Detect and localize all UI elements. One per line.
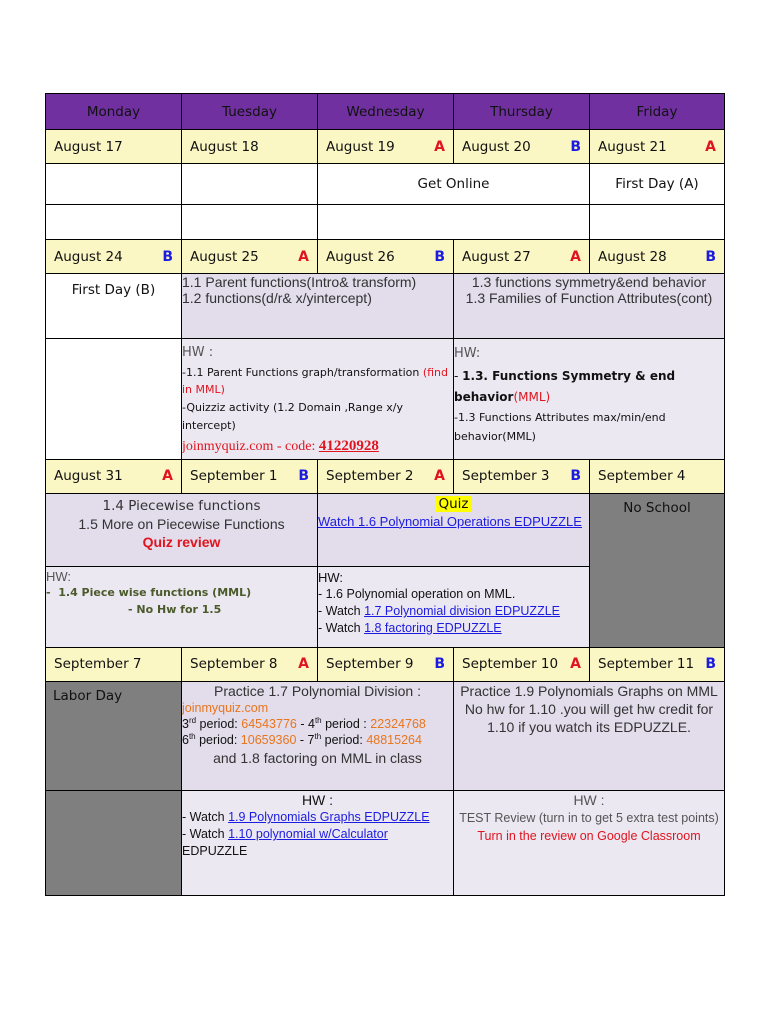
date-cell [46, 459, 182, 493]
homework-line [182, 826, 453, 843]
homework-text: 1.3. Functions Symmetry & end behavior [454, 368, 676, 404]
homework-line [46, 586, 317, 599]
date-cell [318, 240, 454, 274]
date-label: September 4 [598, 468, 686, 485]
homework-cell [318, 566, 590, 647]
quiz-code-line [182, 732, 453, 748]
date-cell [590, 240, 725, 274]
empty-cell [46, 790, 182, 895]
period-label: period: [321, 733, 367, 748]
quiz-code: 48815264 [366, 733, 422, 748]
get-online-cell [318, 164, 590, 205]
homework-text: -1.1 Parent Functions graph/transformation [182, 365, 423, 379]
ab-day-badge: A [162, 468, 173, 485]
quiz-code: 10659360 [240, 733, 297, 748]
lesson-line: No hw for 1.10 .you will get hw credit for 1.10 if you watch its EDPUZZLE. [464, 700, 714, 735]
ab-day-badge: A [705, 138, 716, 155]
no-school-text: No School [623, 499, 691, 516]
edpuzzle-link[interactable]: 1.8 factoring EDPUZZLE [364, 620, 502, 635]
ab-day-badge: A [434, 138, 445, 155]
homework-cell [182, 339, 454, 460]
date-cell [590, 130, 725, 164]
date-label: September 1 [190, 468, 278, 485]
lesson-line: 1.1 Parent functions(Intro& transform) [182, 274, 417, 290]
homework-title: HW : [301, 791, 334, 808]
edpuzzle-link[interactable]: 1.10 polynomial w/Calculator [228, 827, 388, 842]
date-cell [454, 130, 590, 164]
homework-text: 1.4 Piece wise functions (MML) [58, 585, 252, 599]
date-label: August 19 [326, 138, 395, 155]
homework-line [318, 603, 589, 620]
day-header-tuesday: Tuesday [182, 94, 318, 130]
ab-day-badge: A [298, 656, 309, 673]
get-online-text: Get Online [417, 176, 490, 192]
date-cell [46, 130, 182, 164]
week2-date-row [46, 240, 725, 274]
homework-title: HW : [573, 791, 605, 808]
date-label: September 3 [462, 468, 550, 485]
homework-line [182, 364, 453, 399]
homework-line: TEST Review (turn in to get 5 extra test points) [459, 811, 719, 826]
homework-text: - Watch [182, 810, 229, 825]
homework-line: -1.3 Functions Attributes max/min/end behavior(MML) [454, 410, 666, 443]
date-cell [182, 647, 318, 681]
quiz-code-line [182, 434, 453, 458]
edpuzzle-link[interactable]: 1.7 Polynomial division EDPUZZLE [364, 603, 560, 618]
quiz-code: 22324768 [370, 717, 426, 732]
lesson-cell [454, 274, 725, 339]
period-suffix: rd [188, 716, 197, 725]
lesson-line: 1.4 Piecewise functions [102, 497, 261, 514]
ab-day-badge: B [434, 656, 445, 673]
date-cell [182, 240, 318, 274]
date-label: August 24 [54, 248, 123, 265]
ab-day-badge: A [570, 248, 581, 265]
week3-date-row [46, 459, 725, 493]
lesson-line: 1.2 functions(d/r& x/yintercept) [182, 290, 372, 306]
separator: - [296, 733, 308, 748]
lesson-line: 1.3 functions symmetry&end behavior [471, 274, 707, 290]
week2-lesson-row [46, 274, 725, 339]
lesson-cell [182, 274, 454, 339]
edpuzzle-link[interactable]: 1.9 Polynomials Graphs EDPUZZLE [228, 810, 430, 825]
homework-text: - Watch [318, 603, 365, 618]
date-label: September 7 [54, 656, 142, 673]
lesson-cell [46, 493, 318, 566]
date-label: August 27 [462, 248, 531, 265]
date-cell [182, 130, 318, 164]
homework-line: - 1.6 Polynomial operation on MML. [318, 587, 516, 602]
day-header-friday: Friday [590, 94, 725, 130]
lesson-line: Practice 1.9 Polynomials Graphs on MML [460, 682, 718, 699]
homework-line: EDPUZZLE [182, 844, 248, 859]
date-cell [46, 240, 182, 274]
date-cell [182, 459, 318, 493]
edpuzzle-line [318, 514, 589, 529]
calendar-table [45, 93, 725, 896]
lesson-cell [318, 493, 590, 566]
date-cell [454, 647, 590, 681]
quiz-label-wrap [318, 496, 589, 512]
ab-day-badge: B [705, 248, 716, 265]
date-label: August 28 [598, 248, 667, 265]
day-header-thursday: Thursday [454, 94, 590, 130]
ab-day-badge: B [298, 468, 309, 485]
edpuzzle-link[interactable]: Watch 1.6 Polynomial Operations EDPUZZLE [318, 513, 582, 529]
date-cell [318, 459, 454, 493]
period-suffix: th [314, 716, 322, 725]
date-cell [318, 130, 454, 164]
labor-day-text: Labor Day [53, 687, 123, 704]
week4-lesson-row [46, 681, 725, 790]
date-label: September 8 [190, 656, 278, 673]
empty-cell [46, 205, 182, 240]
period-label: period: [196, 717, 242, 732]
ab-day-badge: B [162, 248, 173, 265]
first-day-b-cell [46, 274, 182, 339]
homework-note: (MML) [513, 389, 551, 404]
empty-cell [182, 164, 318, 205]
ab-day-badge: A [570, 656, 581, 673]
empty-cell [182, 205, 318, 240]
homework-line: -Quizziz activity (1.2 Domain ,Range x/y intercept) [182, 400, 404, 432]
ab-day-badge: A [298, 248, 309, 265]
homework-line: Turn in the review on Google Classroom [477, 828, 701, 843]
empty-cell [590, 205, 725, 240]
homework-note: (find in MML) [182, 365, 449, 397]
date-label: August 20 [462, 138, 531, 155]
date-cell [454, 459, 590, 493]
day-header-monday: Monday [46, 94, 182, 130]
lesson-line: 1.5 More on Piecewise Functions [78, 515, 285, 532]
separator: - [296, 717, 308, 732]
ab-day-badge: B [705, 656, 716, 673]
date-label: August 25 [190, 248, 259, 265]
quiz-code: 64543776 [241, 717, 297, 732]
week1-content-row [46, 164, 725, 205]
homework-line [318, 620, 589, 637]
day-header-wednesday: Wednesday [318, 94, 454, 130]
homework-dash: - [454, 368, 463, 383]
week3-lesson-row [46, 493, 725, 566]
homework-cell [182, 790, 454, 895]
homework-title: HW : [182, 345, 214, 360]
date-label: September 9 [326, 656, 414, 673]
weekday-header-row [46, 94, 725, 130]
homework-line [182, 809, 453, 826]
lesson-cell [182, 681, 454, 790]
quiz-code-line [182, 716, 453, 732]
date-label: August 18 [190, 138, 259, 155]
homework-title: HW: [318, 569, 344, 585]
empty-cell [46, 339, 182, 460]
period-suffix: th [314, 732, 322, 742]
week1-empty-row [46, 205, 725, 240]
lesson-cell [454, 681, 725, 790]
lesson-line: Practice 1.7 Polynomial Division : [214, 682, 421, 699]
homework-line [454, 366, 724, 408]
ab-day-badge: B [570, 468, 581, 485]
first-day-a-text: First Day (A) [615, 176, 699, 192]
ab-day-badge: B [434, 248, 445, 265]
date-label: August 31 [54, 468, 123, 485]
labor-day-cell [46, 681, 182, 790]
homework-text: - Watch [182, 827, 229, 842]
homework-cell [454, 339, 725, 460]
week1-date-row [46, 130, 725, 164]
quiz-label: Quiz [438, 495, 469, 512]
date-label: September 11 [598, 656, 695, 673]
period-number: 4 [307, 717, 315, 732]
period-label: period: [195, 733, 241, 748]
date-cell [454, 240, 590, 274]
date-cell [46, 647, 182, 681]
first-day-a-cell [590, 164, 725, 205]
quiz-review-text: Quiz review [142, 533, 221, 550]
empty-cell [46, 164, 182, 205]
period-number: 6 [182, 733, 189, 748]
homework-cell [46, 566, 318, 647]
period-number: 7 [307, 733, 315, 748]
period-number: 3 [182, 717, 189, 732]
week4-date-row [46, 647, 725, 681]
lesson-line: and 1.8 factoring on MML in class [213, 749, 422, 766]
period-label: period : [321, 717, 371, 732]
ab-day-badge: A [434, 468, 445, 485]
homework-title: HW: [46, 568, 72, 584]
week4-hw-row [46, 790, 725, 895]
quiz-site-text: joinmyquiz.com - code: [182, 439, 319, 455]
date-label: September 10 [462, 656, 559, 673]
date-cell [318, 647, 454, 681]
period-suffix: th [188, 732, 196, 742]
empty-cell [318, 205, 590, 240]
date-cell [590, 647, 725, 681]
lesson-line: 1.3 Families of Function Attributes(cont) [465, 290, 713, 306]
date-label: August 17 [54, 138, 123, 155]
homework-line: - No Hw for 1.5 [128, 602, 222, 616]
quiz-code: 41220928 [318, 438, 379, 455]
homework-text: - Watch [318, 620, 365, 635]
date-label: August 21 [598, 138, 667, 155]
homework-cell [454, 790, 725, 895]
quiz-site-text: joinmyquiz.com [182, 700, 269, 715]
first-day-b-text: First Day (B) [71, 282, 156, 298]
homework-title: HW: [454, 346, 481, 361]
ab-day-badge: B [570, 138, 581, 155]
date-label: September 2 [326, 468, 414, 485]
week2-hw-row [46, 339, 725, 460]
homework-dash: - [46, 585, 59, 599]
no-school-cell [590, 493, 725, 647]
date-cell [590, 459, 725, 493]
date-label: August 26 [326, 248, 395, 265]
